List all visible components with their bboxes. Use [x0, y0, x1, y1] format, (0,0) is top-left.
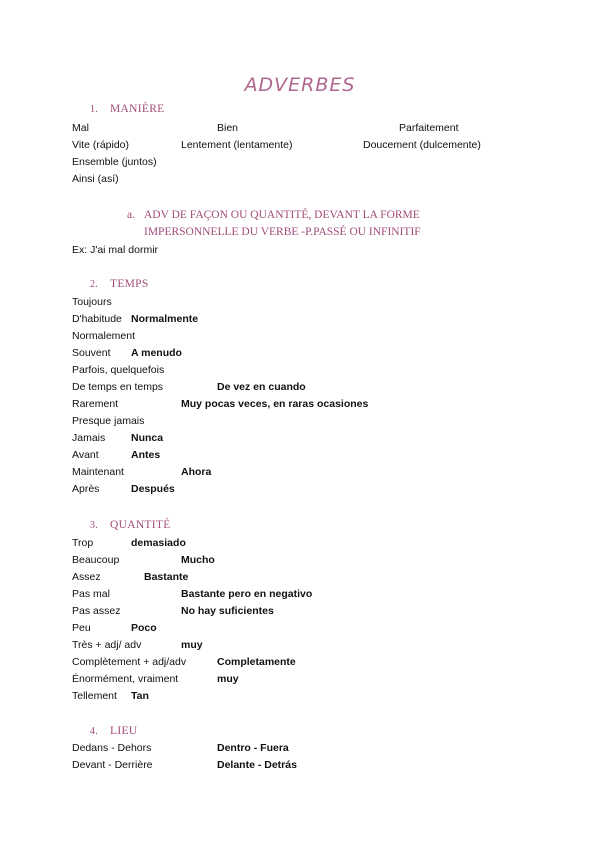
fr-term: Souvent — [72, 347, 111, 359]
es-translation: Ahora — [181, 466, 212, 478]
fr-term: Dedans - Dehors — [72, 742, 152, 754]
fr-term: Doucement (dulcemente) — [363, 139, 481, 151]
section-title: QUANTITÉ — [110, 519, 171, 531]
quantite-row — [72, 656, 592, 673]
fr-term: Peu — [72, 622, 91, 634]
fr-term: Complètement + adj/adv — [72, 656, 187, 668]
quantite-row — [72, 673, 592, 690]
temps-row — [72, 296, 592, 313]
fr-term: Devant - Derrière — [72, 759, 153, 771]
fr-term: Assez — [72, 571, 101, 583]
page-title: ADVERBES — [244, 74, 356, 96]
es-translation: A menudo — [131, 347, 182, 359]
temps-row — [72, 381, 592, 398]
temps-row — [72, 313, 592, 330]
maniere-row — [72, 173, 592, 190]
section-title: MANIÈRE — [110, 103, 165, 115]
fr-term: Pas mal — [72, 588, 110, 600]
es-translation: Mucho — [181, 554, 215, 566]
section-number: 1. — [90, 104, 99, 115]
temps-row — [72, 415, 592, 432]
fr-term: Normalement — [72, 330, 136, 342]
section-title: TEMPS — [110, 278, 149, 290]
example-text: Ex: J'ai mal dormir — [72, 244, 159, 256]
fr-term: Ensemble (juntos) — [72, 156, 157, 168]
temps-row — [72, 432, 592, 449]
fr-term: Avant — [72, 449, 99, 461]
subsection-letter: a. — [127, 209, 135, 221]
es-translation: muy — [181, 639, 203, 651]
subsection-line-1: ADV DE FAÇON OU QUANTITÉ, DEVANT LA FORME — [144, 209, 420, 221]
fr-term: Bien — [217, 122, 239, 134]
maniere-row — [72, 156, 592, 173]
fr-term: De temps en temps — [72, 381, 164, 393]
es-translation: Tan — [131, 690, 149, 702]
section-title: LIEU — [110, 725, 138, 737]
es-translation: Delante - Detrás — [217, 759, 297, 771]
maniere-row — [72, 122, 592, 139]
lieu-row — [72, 759, 592, 776]
quantite-row — [72, 639, 592, 656]
fr-term: Très + adj/ adv — [72, 639, 142, 651]
temps-row — [72, 347, 592, 364]
es-translation: No hay suficientes — [181, 605, 274, 617]
fr-term: Tellement — [72, 690, 117, 702]
es-translation: Antes — [131, 449, 161, 461]
fr-term: Maintenant — [72, 466, 124, 478]
example-line — [72, 244, 592, 261]
es-translation: demasiado — [131, 537, 186, 549]
section-heading-maniere — [90, 103, 165, 115]
quantite-row — [72, 571, 592, 588]
fr-term: Parfois, quelquefois — [72, 364, 165, 376]
section-heading-quantite — [90, 519, 171, 531]
fr-term: Mal — [72, 122, 89, 134]
temps-row — [72, 449, 592, 466]
quantite-row — [72, 622, 592, 639]
fr-term: D'habitude — [72, 313, 122, 325]
fr-term: Parfaitement — [399, 122, 459, 134]
fr-term: Ainsi (así) — [72, 173, 119, 185]
fr-term: Trop — [72, 537, 94, 549]
fr-term: Jamais — [72, 432, 106, 444]
fr-term: Après — [72, 483, 100, 495]
quantite-row — [72, 554, 592, 571]
es-translation: Nunca — [131, 432, 164, 444]
es-translation: Completamente — [217, 656, 296, 668]
section-heading-lieu — [90, 725, 137, 737]
fr-term: Vite (rápido) — [72, 139, 130, 151]
es-translation: Normalmente — [131, 313, 199, 325]
fr-term: Énormément, vraiment — [72, 673, 179, 685]
es-translation: muy — [217, 673, 239, 685]
fr-term: Pas assez — [72, 605, 121, 617]
lieu-row — [72, 742, 592, 759]
temps-row — [72, 398, 592, 415]
subsection-line-2: IMPERSONNELLE DU VERBE -P.PASSÉ OU INFINITIF — [144, 226, 421, 238]
quantite-row — [72, 690, 592, 707]
temps-row — [72, 466, 592, 483]
fr-term: Beaucoup — [72, 554, 120, 566]
fr-term: Lentement (lentamente) — [181, 139, 293, 151]
maniere-row — [72, 139, 592, 156]
subsection-heading — [127, 207, 487, 241]
quantite-row — [72, 537, 592, 554]
section-heading-temps — [90, 278, 149, 290]
temps-row — [72, 330, 592, 347]
es-translation: Dentro - Fuera — [217, 742, 289, 754]
es-translation: Muy pocas veces, en raras ocasiones — [181, 398, 369, 410]
section-number: 2. — [90, 279, 99, 290]
section-number: 4. — [90, 726, 99, 737]
es-translation: Poco — [131, 622, 157, 634]
quantite-row — [72, 605, 592, 622]
fr-term: Presque jamais — [72, 415, 145, 427]
section-number: 3. — [90, 520, 99, 531]
temps-row — [72, 483, 592, 500]
es-translation: Después — [131, 483, 175, 495]
quantite-row — [72, 588, 592, 605]
es-translation: De vez en cuando — [217, 381, 306, 393]
es-translation: Bastante pero en negativo — [181, 588, 313, 600]
temps-row — [72, 364, 592, 381]
fr-term: Rarement — [72, 398, 119, 410]
es-translation: Bastante — [144, 571, 189, 583]
fr-term: Toujours — [72, 296, 112, 308]
